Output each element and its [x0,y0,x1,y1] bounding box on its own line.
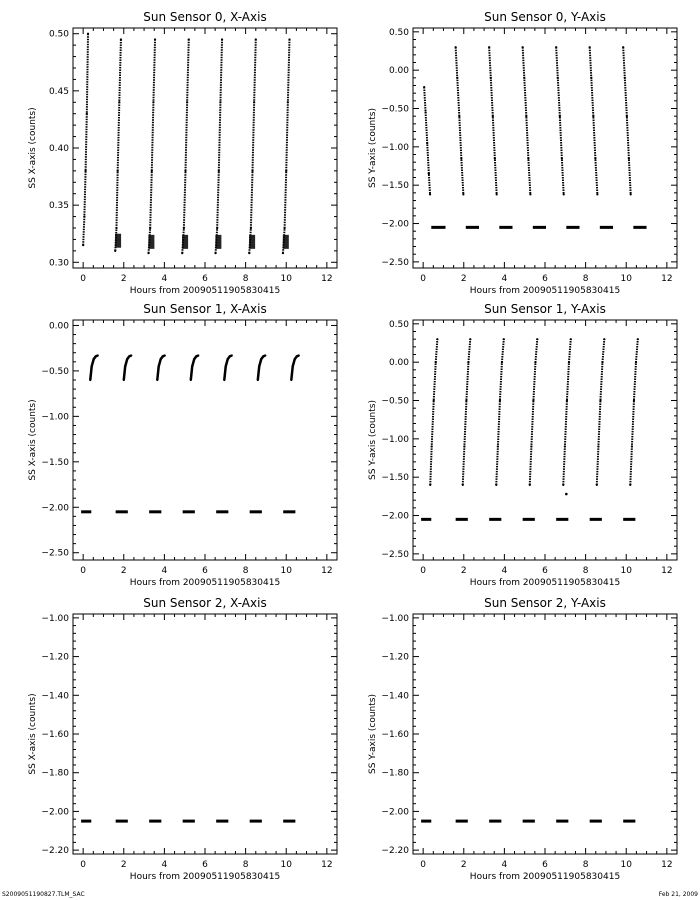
data-point [128,355,130,357]
data-point [197,354,199,356]
data-point [248,252,250,254]
x-tick-label: 2 [460,860,467,870]
data-point [227,358,229,360]
data-point [529,193,531,195]
x-tick-label: 8 [242,566,249,576]
data-point [120,38,122,40]
data-point [596,484,598,486]
data-point [290,379,292,381]
y-tick-label: −0.50 [381,104,409,115]
data-point [294,358,296,360]
data-point [488,46,490,48]
data-cluster [115,234,121,248]
data-point [253,101,255,103]
data-point [426,142,428,144]
data-point [117,170,119,172]
data-point [530,445,532,447]
data-point [495,484,497,486]
data-point [490,77,492,79]
data-point [231,354,233,356]
data-point [257,379,259,381]
data-point [84,170,86,172]
x-tick-label: 2 [120,860,127,870]
data-point [288,38,290,40]
x-tick-label: 10 [620,566,632,576]
data-trace [249,39,255,253]
y-tick-label: 0.50 [388,319,409,330]
data-point [462,484,464,486]
data-point [435,361,437,363]
data-point [262,355,264,357]
plot-frame [413,614,677,854]
x-tick-label: 0 [420,860,427,870]
x-axis-label: Hours from 20090511905830415 [469,286,621,296]
x-tick-label: 8 [242,860,249,870]
data-point [260,358,262,360]
data-point [229,355,231,357]
data-point [462,193,464,195]
data-point [429,193,431,195]
data-point [431,445,433,447]
x-axis-label: Hours from 20090511905830415 [129,872,281,882]
x-tick-label: 0 [420,274,427,284]
data-point [492,115,494,117]
data-point [97,354,99,356]
y-tick-label: −1.40 [381,691,409,702]
data-trace [623,47,631,194]
y-tick-label: −2.20 [381,846,409,857]
chart-title: Sun Sensor 1, Y-Axis [484,302,606,316]
data-point [264,354,266,356]
x-tick-label: 6 [542,274,548,284]
data-point [496,193,498,195]
y-axis-label: SS X-axis (counts) [28,107,38,189]
x-tick-label: 12 [661,860,673,870]
data-point [629,484,631,486]
data-trace [456,47,464,194]
y-tick-label: −2.20 [41,846,69,857]
data-point [455,46,457,48]
x-tick-label: 10 [280,566,292,576]
x-tick-label: 6 [202,274,208,284]
footer-filename: S2009051190827.TLM_SAC [2,891,85,898]
chart-title: Sun Sensor 1, X-Axis [143,302,267,316]
data-point [82,244,84,246]
data-point [91,365,93,367]
data-cluster [148,235,154,249]
x-tick-label: 8 [242,274,249,284]
data-point [296,355,298,357]
data-point [570,338,572,340]
data-trace [424,87,430,194]
plot-frame [73,28,337,268]
data-point [93,358,95,360]
x-tick-label: 12 [321,274,333,284]
data-trace [83,34,88,245]
y-tick-label: 0.00 [388,358,409,369]
x-tick-label: 6 [542,860,548,870]
data-point [287,101,289,103]
data-trace [556,47,564,194]
chart-panel-4 [28,596,337,882]
x-tick-label: 4 [161,566,168,576]
data-trace [430,339,437,485]
x-axis-label: Hours from 20090511905830415 [129,578,281,588]
y-tick-label: 0.50 [388,27,409,38]
y-tick-label: 0.30 [48,258,69,269]
data-point [429,484,431,486]
data-point [469,338,471,340]
data-trace [463,339,471,485]
data-point [188,38,190,40]
data-point [637,338,639,340]
y-tick-label: −1.20 [41,652,69,663]
x-tick-label: 6 [202,860,208,870]
x-tick-label: 10 [280,860,292,870]
data-point [160,358,162,360]
data-point [564,445,566,447]
y-axis-label: SS Y-axis (counts) [368,400,378,480]
data-point [557,77,559,79]
x-tick-label: 8 [582,860,589,870]
data-point [555,46,557,48]
chart-panel-1 [368,10,677,296]
data-point [191,365,193,367]
data-point [221,38,223,40]
data-point [164,354,166,356]
data-point [624,77,626,79]
data-point [162,355,164,357]
data-point [563,193,565,195]
data-trace [590,47,598,194]
y-tick-label: −1.00 [41,613,69,624]
plot-frame [413,320,677,560]
x-tick-label: 10 [280,274,292,284]
data-point [463,445,465,447]
data-trace [597,339,605,485]
data-point [594,157,596,159]
data-point [428,173,430,175]
y-tick-label: 0.00 [388,66,409,77]
x-tick-label: 8 [582,274,589,284]
y-tick-label: −1.40 [41,691,69,702]
data-point [95,355,97,357]
data-point [592,115,594,117]
data-point [494,157,496,159]
data-point [465,399,467,401]
y-tick-label: 0.00 [48,321,69,332]
data-point [223,379,225,381]
data-point [258,365,260,367]
data-trace [630,339,638,485]
data-trace [563,339,571,485]
y-axis-label: SS X-axis (counts) [28,399,38,481]
data-point [87,33,89,35]
data-point [124,365,126,367]
x-tick-label: 0 [80,860,87,870]
y-tick-label: 0.45 [48,86,69,97]
data-point [195,355,197,357]
data-point [149,227,151,229]
x-tick-label: 0 [420,566,427,576]
y-tick-label: −2.50 [381,257,409,268]
chart-panel-5 [368,596,677,882]
data-point [568,361,570,363]
y-tick-label: −2.00 [381,511,409,522]
data-point [566,399,568,401]
x-tick-label: 4 [161,274,168,284]
data-point [561,157,563,159]
x-tick-label: 2 [460,274,467,284]
data-point [114,250,116,252]
data-point [89,379,91,381]
data-point [497,445,499,447]
data-point [527,157,529,159]
footer-date: Feb 21, 2009 [658,891,698,898]
y-tick-label: −1.80 [41,768,69,779]
data-point [423,86,425,88]
data-point [83,215,85,217]
data-trace [496,339,504,485]
x-tick-label: 6 [202,566,208,576]
data-point [183,227,185,229]
data-point [152,101,154,103]
x-tick-label: 8 [582,566,589,576]
data-point [181,252,183,254]
y-tick-label: −1.00 [41,412,69,423]
data-point [151,170,153,172]
data-point [603,338,605,340]
data-point [285,170,287,172]
chart-panel-0 [28,10,337,296]
x-tick-label: 4 [501,274,508,284]
data-point [458,115,460,117]
x-tick-label: 2 [460,566,467,576]
data-point [284,227,286,229]
data-point [501,361,503,363]
x-axis-label: Hours from 20090511905830415 [129,286,281,296]
y-tick-label: −2.00 [381,219,409,230]
chart-panel-3 [368,302,677,588]
data-point [126,358,128,360]
data-point [597,445,599,447]
data-point [216,227,218,229]
data-point [590,77,592,79]
x-tick-label: 12 [321,566,333,576]
data-point [635,361,637,363]
data-point [589,46,591,48]
data-point [250,227,252,229]
data-point [186,101,188,103]
y-tick-label: −0.50 [41,366,69,377]
y-tick-label: −1.60 [41,730,69,740]
x-tick-label: 0 [80,566,87,576]
data-point [525,115,527,117]
y-tick-label: −1.50 [381,181,409,192]
data-point [156,379,158,381]
x-tick-label: 4 [501,566,508,576]
data-point [225,365,227,367]
y-tick-label: −1.00 [381,613,409,624]
data-point [460,157,462,159]
y-tick-label: −1.80 [381,768,409,779]
y-tick-label: −2.00 [381,807,409,818]
y-tick-label: −1.50 [381,473,409,484]
y-tick-label: −1.00 [381,142,409,153]
y-tick-label: −1.20 [381,652,409,663]
data-cluster [249,235,255,249]
data-point [503,338,505,340]
chart-title: Sun Sensor 0, Y-Axis [484,10,606,24]
data-point [123,379,125,381]
x-tick-label: 6 [542,566,548,576]
data-point [633,399,635,401]
data-cluster [215,235,221,249]
data-point [193,358,195,360]
data-trace [149,39,155,253]
data-point [298,354,300,356]
x-tick-label: 10 [620,860,632,870]
x-tick-label: 4 [501,860,508,870]
data-point [255,38,257,40]
data-point [292,365,294,367]
data-point [251,170,253,172]
data-point [622,46,624,48]
plot-frame [73,614,337,854]
data-point [158,365,160,367]
y-axis-label: SS Y-axis (counts) [368,108,378,188]
y-tick-label: −1.00 [381,434,409,445]
chart-title: Sun Sensor 0, X-Axis [143,10,267,24]
data-point [626,115,628,117]
data-point [184,170,186,172]
y-tick-label: −2.00 [41,503,69,514]
y-axis-label: SS Y-axis (counts) [368,694,378,774]
y-tick-label: −0.50 [381,396,409,407]
data-point [282,252,284,254]
data-point [522,46,524,48]
chart-title: Sun Sensor 2, Y-Axis [484,596,606,610]
data-trace [523,47,531,194]
y-tick-label: −2.50 [41,548,69,559]
data-point [118,101,120,103]
data-point [218,170,220,172]
y-tick-label: −2.00 [41,807,69,818]
x-tick-label: 2 [120,274,127,284]
chart-title: Sun Sensor 2, X-Axis [143,596,267,610]
data-cluster [182,235,188,249]
data-point [467,361,469,363]
x-axis-label: Hours from 20090511905830415 [469,872,621,882]
data-point [190,379,192,381]
y-axis-label: SS X-axis (counts) [28,693,38,775]
data-point [436,338,438,340]
data-trace [283,39,289,253]
data-point [599,399,601,401]
data-point [630,193,632,195]
data-point [154,38,156,40]
y-tick-label: −2.50 [381,549,409,560]
data-trace [115,39,121,250]
data-trace [216,39,222,253]
data-trace [489,47,497,194]
x-tick-label: 12 [321,860,333,870]
data-point [534,361,536,363]
y-tick-label: 0.35 [48,201,69,212]
data-cluster [283,235,289,249]
data-point [628,157,630,159]
data-point [456,77,458,79]
data-point [536,338,538,340]
chart-panel-2 [28,302,337,588]
data-point [214,252,216,254]
data-point [130,354,132,356]
data-point [532,399,534,401]
data-trace [530,339,538,485]
y-tick-label: 0.40 [48,144,69,154]
data-trace [182,39,188,253]
y-tick-label: −1.60 [381,730,409,740]
data-point [147,252,149,254]
data-point [529,484,531,486]
plot-frame [413,28,677,268]
x-axis-label: Hours from 20090511905830415 [469,578,621,588]
data-point [596,193,598,195]
data-point [631,445,633,447]
x-tick-label: 0 [80,274,87,284]
x-tick-label: 12 [661,274,673,284]
data-point [424,111,426,113]
data-point [559,115,561,117]
data-point [562,484,564,486]
data-point [565,493,568,496]
data-point [523,77,525,79]
y-tick-label: −1.50 [41,457,69,468]
data-point [601,361,603,363]
data-point [115,227,117,229]
data-point [219,101,221,103]
data-point [433,399,435,401]
x-tick-label: 2 [120,566,127,576]
data-point [86,113,88,115]
x-tick-label: 12 [661,566,673,576]
x-tick-label: 4 [161,860,168,870]
x-tick-label: 10 [620,274,632,284]
data-point [499,399,501,401]
y-tick-label: 0.50 [48,29,69,40]
